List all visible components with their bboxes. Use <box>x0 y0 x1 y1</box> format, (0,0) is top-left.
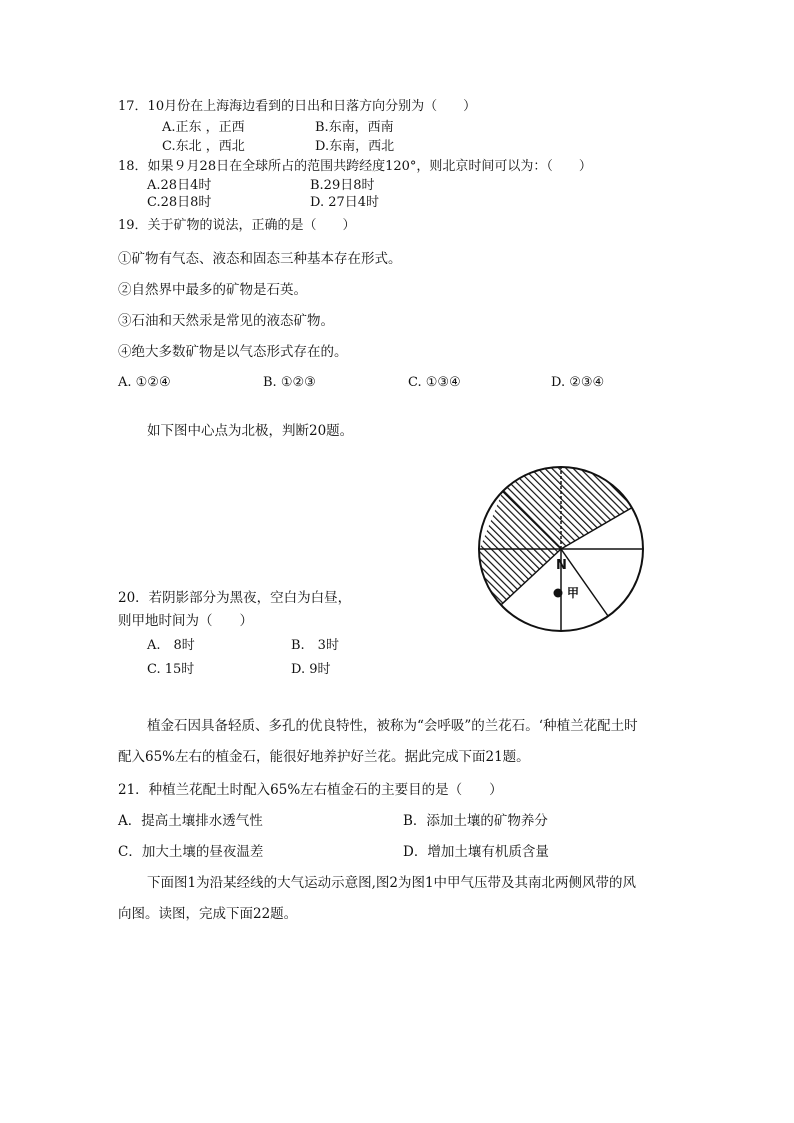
q17-option-d: D.东南，西北 <box>315 139 395 154</box>
point-jia-label: 甲 <box>567 586 580 600</box>
q19-statement-2: ②自然界中最多的矿物是石英。 <box>118 282 307 298</box>
q18-stem: 18．如果９月28日在全球所占的范围共跨经度120°，则北京时间可以为：（ ） <box>118 159 592 174</box>
q18-option-a: A.28日4时 <box>147 178 212 193</box>
q20-option-a: A. 8时 <box>147 638 195 653</box>
meridian-line <box>561 549 608 616</box>
q17-option-c: C.东北 ，西北 <box>162 139 245 154</box>
q19-statement-1: ①矿物有气态、液态和固态三种基本存在形式。 <box>118 251 402 267</box>
q19-option-b: B. ①②③ <box>263 375 316 390</box>
q21-option-d: D．增加土壤有机质含量 <box>403 844 549 860</box>
q17-option-b: B.东南，西南 <box>315 120 394 135</box>
q20-option-c: C. 15时 <box>147 662 195 677</box>
q17-stem: 17．10月份在上海海边看到的日出和日落方向分别为（ ） <box>118 99 477 114</box>
q20-intro: 如下图中心点为北极，判断20题。 <box>147 423 354 439</box>
q20-option-b: B. 3时 <box>291 638 339 653</box>
q21-option-c: C．加大土壤的昼夜温差 <box>118 844 264 860</box>
q19-statement-3: ③石油和天然汞是常见的液态矿物。 <box>118 313 334 329</box>
q21-option-a: A．提高土壤排水透气性 <box>118 813 263 829</box>
q20-stem-line1: 20．若阴影部分为黑夜，空白为白昼， <box>118 590 352 606</box>
q19-option-a: A. ①②④ <box>118 375 171 390</box>
q17-option-a: A.正东 ，正西 <box>162 120 245 135</box>
q18-option-c: C.28日8时 <box>147 195 212 210</box>
q21-intro-line1: 植金石因具备轻质、多孔的优良特性，被称为“会呼吸”的兰花石。‘种植兰花配土时 <box>147 718 638 734</box>
q19-statement-4: ④绝大多数矿物是以气态形式存在的。 <box>118 344 348 360</box>
q19-option-d: D. ②③④ <box>551 375 605 390</box>
q18-option-b: B.29日8时 <box>310 178 375 193</box>
q18-option-d: D. 27日4时 <box>310 195 380 210</box>
point-jia-marker <box>554 589 563 598</box>
q21-stem: 21．种植兰花配土时配入65%左右植金石的主要目的是（ ） <box>118 782 503 798</box>
q21-intro-line2: 配入65%左右的植金石，能很好地养护好兰花。据此完成下面21题。 <box>118 749 530 765</box>
q19-option-c: C. ①③④ <box>408 375 461 390</box>
night-sector <box>480 467 633 605</box>
q20-option-d: D. 9时 <box>291 662 331 677</box>
q20-stem-line2: 则甲地时间为（ ） <box>118 613 253 629</box>
polar-day-night-diagram <box>478 466 644 632</box>
q22-intro-line2: 向图。读图，完成下面22题。 <box>118 906 298 922</box>
q22-intro-line1: 下面图1为沿某经线的大气运动示意图,图2为图1中甲气压带及其南北两侧风带的风 <box>147 875 637 891</box>
q21-option-b: B．添加土壤的矿物养分 <box>403 813 548 829</box>
pole-label: N <box>556 558 567 573</box>
q19-stem: 19．关于矿物的说法，正确的是（ ） <box>118 218 356 233</box>
